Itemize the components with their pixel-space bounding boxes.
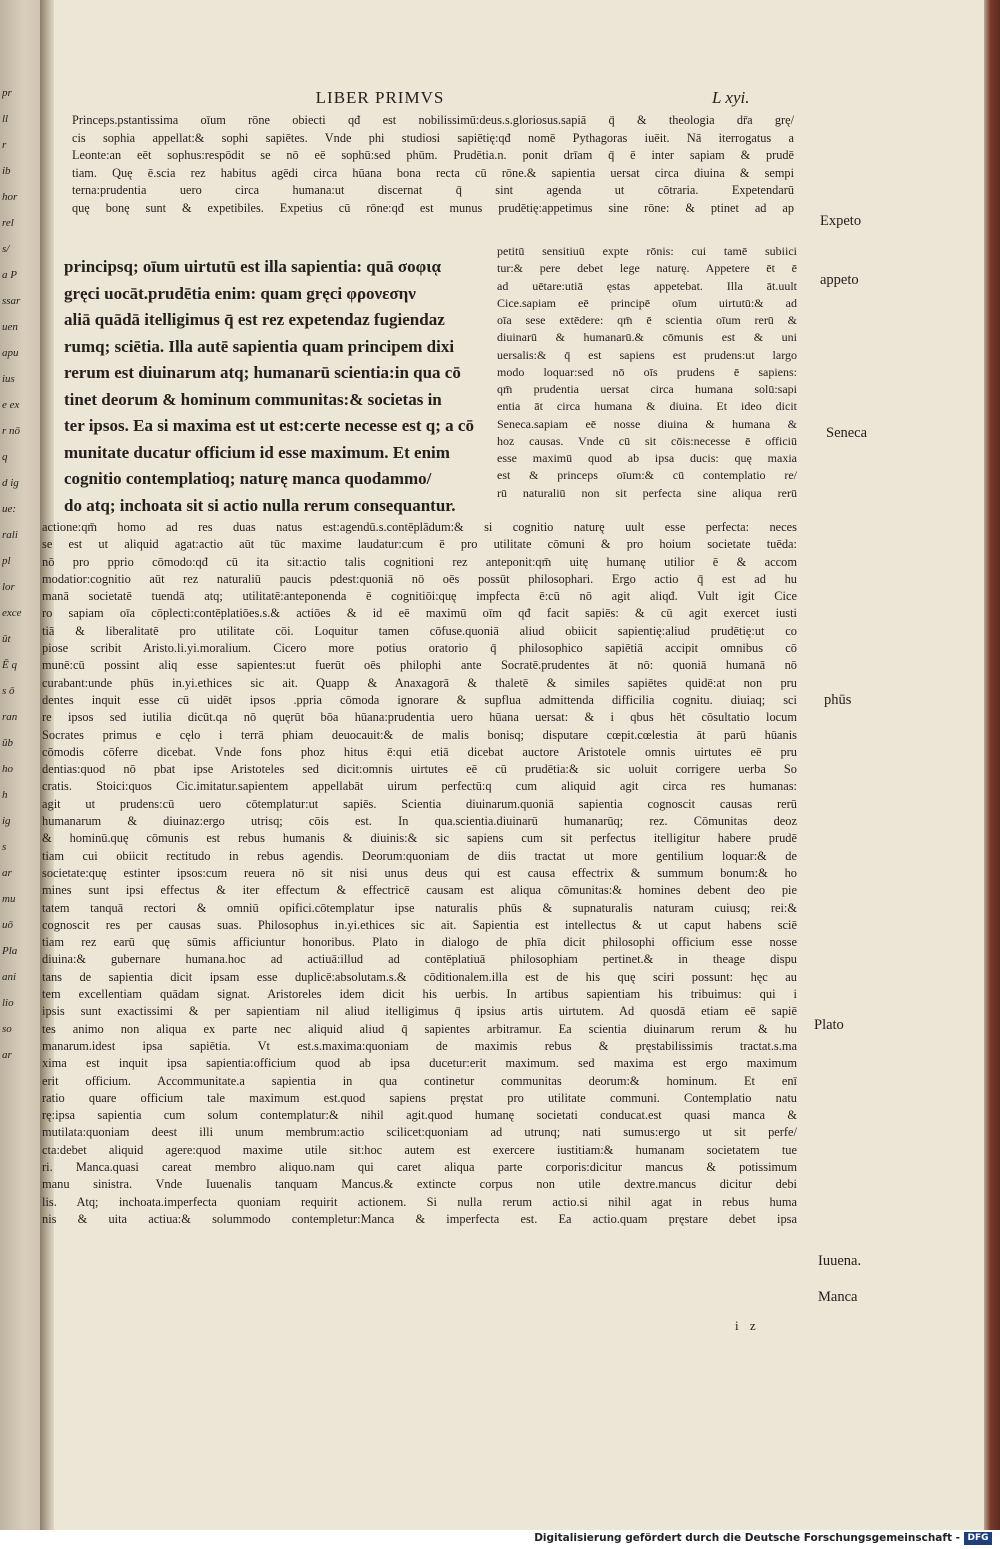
previous-page-fragment: ar [2, 867, 12, 879]
commentary-line: cratis. Stoici:quos Cic.imitatur.sapientem appellabāt uirum perfectū:q cum aliquid agit circa res humanas: [42, 779, 797, 794]
primary-text-line: principsq; oīum uirtutū est illa sapientia: quā σοφιᾳ [64, 257, 442, 276]
commentary-line: nis & uita actiua:& solummodo contempletur:Manca & imperfecta est. Ea actio.quam pręstare debet ipsa [42, 1211, 797, 1226]
previous-page-fragment: uen [2, 321, 18, 333]
commentary-line: tem excellentiam quādam signat. Aristoreles idem dicit his uerbis. In artibus sapientiam his tribuimus: qui i [42, 987, 797, 1002]
previous-page-edge [0, 0, 40, 1530]
commentary-line: societate:quę estinter ipsos:cum reuera nō sit nisi unus deus qui est causa effectrix & summum bonum:& ho [42, 865, 797, 880]
primary-text-line: tinet deorum & hominum communitas:& societas in [64, 389, 442, 409]
commentary-line: diuina:& gubernare humana.hoc ad actiuā:illud ad contēplatiuā philosophiam pertinet.& in theage dispu [42, 952, 797, 967]
previous-page-fragment: ssar [2, 295, 21, 307]
commentary-line: tatem tanquā rectori & omniū opifici.cōtemplatur ipse naturalis phūs & supnaturalis naturam cuiusq; rei:& [42, 900, 797, 915]
commentary-line: ipsis sunt exactissimi & per sapientiam nil aliud itelligimus q̄ ipsius artis uirtutem. Ad quosdā etiam eē sapiē [42, 1004, 797, 1019]
commentary-line: tiam rez earū quę sūmis afficiuntur honoribus. Plato in dialogo de phīa dicit philosophi officium esse nosse [42, 935, 797, 950]
commentary-line: munē:cū possint aliq esse sapientes:ut fuerūt oēs philophi ante Socratē.prudentes āt nō: quoniā humanā nō [42, 658, 797, 673]
side-column-line: qm̄ prudentia uersat circa humana solū:sapi [497, 382, 797, 396]
commentary-line: erit officium. Accommunitate.a sapientia in qua continetur communitas deorum:& hominum. Et enī [42, 1073, 797, 1088]
commentary-line: & hominū.quę cōmunis est rebus humanis & diuinis:& sic sapiens cum sit perfectus itelligitur habere prudē [42, 831, 797, 846]
previous-page-fragment: Ē q [2, 659, 17, 671]
previous-page-fragment: r [2, 139, 7, 151]
side-column-line: modo loquar:sed nō oīs prudens ē sapiens: [497, 364, 797, 379]
commentary-line: cognoscit res per causas suas. Philosophus in.yi.ethices sic ait. Sapientia est intellectus & ut caput habens sciē [42, 917, 797, 932]
commentary-line: tiam cui obiicit rectitudo in rebus agendis. Deorum:quoniam de diis tractat ut more gentilium loquar:& de [42, 848, 797, 863]
intro-line: terna:prudentia uero circa humana:ut discernat q̄ sint agenda ut cōtraria. Expetendarū [72, 183, 794, 197]
commentary-line: re ipsos sed iutilia dicūt.qa nō quęrūt bōa hūana:prudentia uero hūana uersat: & i qbus hēt cōsultatio locum [42, 710, 797, 725]
commentary-line: ro sapiam oīa cōplecti:contēplatiōes.s.& actiōes & id eē maximū oīm qđ facit sapiēs: & cū agit exercet iusti [42, 606, 797, 621]
previous-page-fragment: s [2, 841, 7, 853]
previous-page-fragment: ib [2, 165, 11, 177]
footer-credit: Digitalisierung gefördert durch die Deutsche Forschungsgemeinschaft - [534, 1532, 960, 1544]
previous-page-fragment: pr [2, 87, 12, 99]
primary-text-line: aliā quādā itelligimus q̄ est rez expetendaz fugiendaz [64, 310, 445, 329]
commentary-line: nō pro pprio cōmodo:qđ cū ita sit:actio talis cognitioni rez anteponit:qm̄ uitę humanę utilior ē & accom [42, 554, 797, 569]
primary-text-line: ter ipsos. Ea si maxima est ut est:certe necesse est q; a cō [64, 416, 474, 435]
previous-page-fragment: ll [2, 113, 9, 125]
previous-page-fragment: hor [2, 191, 18, 203]
previous-page-fragment: pl [2, 555, 11, 567]
previous-page-fragment: ius [2, 373, 15, 385]
commentary-line: dentias:quod nō pbat ipse Aristoteles sed dicit:omnis uirtutes eē cū prudētia:& sic uoluit corrigere uerba So [42, 762, 797, 777]
previous-page-fragment: mu [2, 893, 16, 905]
side-column-line: est & princeps oīum:& cū contemplatio re/ [497, 468, 797, 483]
commentary-line: tes animo non aliqua ex parte nec aliquid aliud q̄ sapientes arbitramur. Ea scientia diuinarum rerum & hu [42, 1021, 797, 1036]
previous-page-fragment: s/ [2, 243, 10, 255]
commentary-line: cōmodis cōferre dicebat. Vnde fons phoz hitus ē:qui etiā dicebat auctore Aristotele omnis uirtutes eē pru [42, 744, 797, 759]
commentary-line: mutilata:quoniam deest illi unum membrum:actio scilicet:quoniam ad utrunq; nati sumus:ergo ut sit perfe/ [42, 1125, 797, 1140]
previous-page-fragment: ar [2, 1049, 12, 1061]
previous-page-fragment: q [2, 451, 8, 463]
previous-page-fragment: ani [2, 971, 17, 983]
side-column-line: petitū sensitiuū expte rōnis: cui tamē subiici [497, 244, 797, 258]
side-column-line: Cice.sapiam eē principē oīum uirtutū:& ad [497, 295, 797, 310]
commentary-line: curabant:unde phūs in.yi.ethices sic ait. Quapp & Anaxagorā & thaletē & similes sapiētes quidē:at non pru [42, 675, 797, 690]
commentary-line: cta:debet aliquid agere:quod maxime utile sit:hoc autem est exercere iustitiam:& humanam societatem tue [42, 1142, 797, 1157]
quire-signature: i z [735, 1318, 760, 1333]
book-cover-edge [984, 0, 1000, 1530]
previous-page-fragment: exce [2, 607, 22, 619]
side-column-line: hoz causas. Vnde cū sit cōis:necesse ē officiū [497, 433, 797, 448]
previous-page-fragment: ue: [2, 503, 17, 515]
side-column-line: tur:& pere debet lege naturę. Appetere ēt ē [497, 261, 797, 276]
side-column-line: ad uētare:utiā ęstas appetebat. Illa āt.uult [497, 278, 797, 293]
commentary-line: manā societatē tuendā atq; utilitatē:anteponenda ē cognitiōi:quę impfecta ē:cū nō agit aliqđ. Vult igit Cice [42, 589, 797, 604]
intro-line: quę bonę sunt & expetibiles. Expetius cū rōne:qđ est munus prudētię:appetimus sine rōne: & ptinet ad ap [72, 200, 794, 215]
previous-page-fragment: uō [2, 919, 13, 931]
margin-note-phus: phūs [824, 692, 852, 708]
commentary-line: manu sinistra. Vnde Iuuenalis tanquam Mancus.& extincte corpus non utile dextre.mancus dicitur debi [42, 1177, 797, 1192]
commentary-line: tans de sapientia dicit ipsam esse duplicē:absolutam.s.& cōditionalem.illa est de his quę sciri possunt: hęc au [42, 969, 797, 984]
commentary-line: agit ut prudens:cū uero cōtemplatur:ut sapiēs. Scientia diuinarum.quoniā sapientia cognoscit causas rerū [42, 796, 797, 811]
commentary-line: se est ut aliquid agat:actio aūt tūc maxime laudatur:cum ē pro utilitate cōmuni & pro hoium societate tuēda: [42, 537, 797, 552]
commentary-line: tiā & liberalitatē pro utilitate cōi. Loquitur tamen cōfuse.quoniā aliud obiicit sapientię:aliud prudētię:ut co [42, 623, 797, 638]
commentary-line: dentes inquit esse cū uidēt ipsos .ppria cōmoda ignorare & supflua admittenda difficilia cognitu. diuiaq; sci [42, 692, 797, 707]
commentary-line: manarum.idest ipsa sapiētia. Vt est.s.maxima:quoniam de maximis rebus & pręstabilissimis tractat.s.ma [42, 1038, 797, 1053]
side-column-line: uersalis:& q̄ est sapiens est prudens:ut largo [497, 347, 797, 362]
commentary-line: Socrates primus e cęlo i terrā phiam deuocauit:& de malis bonisq; disputare cœpit.cœlestia āt parū hūanis [42, 727, 797, 742]
previous-page-fragment: ran [2, 711, 18, 723]
commentary-line: humanarum & diuinaz:ergo utrisq; cōis est. In qua.scientia.diuinarū humanarūq; rez. Cōmunitas deoz [42, 814, 797, 829]
commentary-line: piose scribit Aristo.li.yi.moralium. Cicero more potius oratorio q̄ philosophico sapiētiā accipit omnibus cō [42, 641, 797, 656]
commentary-line: lis. Atq; inchoata.imperfecta quoniam requirit actionem. Si nulla rerum actio.si nihil agat in rebus huma [42, 1194, 797, 1209]
commentary-line: actione:qm̄ homo ad res duas natus est:agendū.s.contēplādum:& si cognitio naturę uult esse perfecta: neces [42, 520, 797, 534]
intro-line: cis sophia appellat:& sophi sapiētes. Vnde phi studiosi sapiētię:qđ nomē Pythagoras iuēit. Nā iterrogatus a [72, 130, 794, 145]
previous-page-fragments [2, 80, 36, 1068]
previous-page-fragment: ūb [2, 737, 13, 749]
dfg-logo: DFG [964, 1532, 992, 1545]
folio-number: L xyi. [712, 88, 750, 107]
side-column-line: rū naturaliū non sit perfecta sine aliqua rerū [497, 485, 797, 500]
previous-page-fragment: h [2, 789, 8, 801]
commentary-line: modatior:cognitio aūt rez naturaliū paucis pdest:quoniā nō oēs possūt philosophari. Ergo actio q̄ est ad hu [42, 571, 797, 586]
commentary-block [42, 519, 797, 1228]
previous-page-fragment: e ex [2, 399, 20, 411]
intro-line: Leonte:an eēt sophus:respōdit se nō eē sophū:sed phūm. Prudētia.n. ponit drīam q̄ ē inter sapiam & prudē [72, 148, 794, 162]
side-column-line: Seneca.sapiam eē nosse diuina & humana & [497, 416, 797, 431]
intro-line: Princeps.pstantissima oīum rōne obiecti qđ est nobilissimū:deus.s.gloriosus.sapiā q̄ & theologia dr̄a grę/ [72, 113, 794, 127]
primary-text-line: gręci uocāt.prudētia enim: quam gręci φρονεσην [64, 283, 416, 303]
intro-line: tiam. Quę ē.scia rez habitus agēdi circa hūana bona recta cū rōne.& sapientia uersat circa diuina & sempi [72, 165, 794, 180]
commentary-line: rę:ipsa sapientia cum solum contemplatur:& nihil agit.quod humanę societati conducat.est quasi manca & [42, 1108, 797, 1123]
commentary-line: ratio quare officium tale maximum est.quod sapiens pręstat pro utilitate communi. Contemplatio natu [42, 1090, 797, 1105]
previous-page-fragment: rali [2, 529, 18, 541]
margin-note-plato: Plato [814, 1017, 844, 1033]
commentary-line: mines sunt ipsi effectus & iter effectum & effectricē causam est aliqua cōmunitas:& homines debent deo pie [42, 883, 797, 898]
previous-page-fragment: Pla [2, 945, 18, 957]
primary-text-block [64, 254, 488, 519]
margin-note-expeto: Expeto [820, 213, 862, 229]
margin-note-appeto: appeto [820, 272, 859, 288]
previous-page-fragment: rel [2, 217, 14, 229]
primary-text-line: do atq; inchoata sit si actio nulla rerum consequantur. [64, 495, 456, 515]
commentary-line: xima est inquit ipsa sapientia:officium quod ab ipsa ducetur:erit maximum. sed maxima est ergo maximum [42, 1056, 797, 1071]
previous-page-fragment: ho [2, 763, 13, 775]
previous-page-fragment: apu [2, 347, 19, 359]
previous-page-fragment: d ig [2, 477, 19, 489]
intro-commentary [72, 112, 794, 217]
primary-text-line: rerum est diuinarum atq; humanarū scientia:in qua cō [64, 363, 461, 382]
side-commentary-column [497, 243, 797, 502]
previous-page-fragment: lio [2, 997, 14, 1009]
margin-note-seneca: Seneca [826, 425, 868, 441]
side-column-line: diuinarū & humanarū.& cōmunis est & uni [497, 330, 797, 345]
primary-text-line: rumq; sciētia. Illa autē sapientia quam principem dixi [64, 336, 455, 356]
primary-text-line: munitate ducatur officium id esse maximum. Et enim [64, 442, 450, 462]
side-column-line: esse maximū quod ab ipsa ducis: quę maxia [497, 451, 797, 465]
primary-text-line: cognitio contemplatioq; naturę manca quodammo/ [64, 469, 432, 488]
previous-page-fragment: s ō [2, 685, 15, 697]
previous-page-fragment: ūt [2, 633, 11, 645]
previous-page-fragment: so [2, 1023, 12, 1035]
side-column-line: oīa sese extēdere: qm̄ ē scientia oīum rerū & [497, 313, 797, 327]
previous-page-fragment: ig [2, 815, 11, 827]
side-column-line: entia āt circa humana & diuina. Et ideo dicit [497, 399, 797, 414]
margin-note-iuuena: Iuuena. [818, 1253, 862, 1269]
margin-note-manca: Manca [818, 1289, 858, 1305]
previous-page-fragment: lor [2, 581, 15, 593]
previous-page-fragment: r nō [2, 425, 21, 437]
running-head: LIBER PRIMVS [315, 88, 445, 107]
previous-page-fragment: a P [2, 269, 17, 281]
footer-bar [0, 1530, 1000, 1549]
commentary-line: ri. Manca.quasi careat membro aliquo.nam qui caret aliqua parte corporis:dicitur mancus & potissimum [42, 1159, 797, 1174]
